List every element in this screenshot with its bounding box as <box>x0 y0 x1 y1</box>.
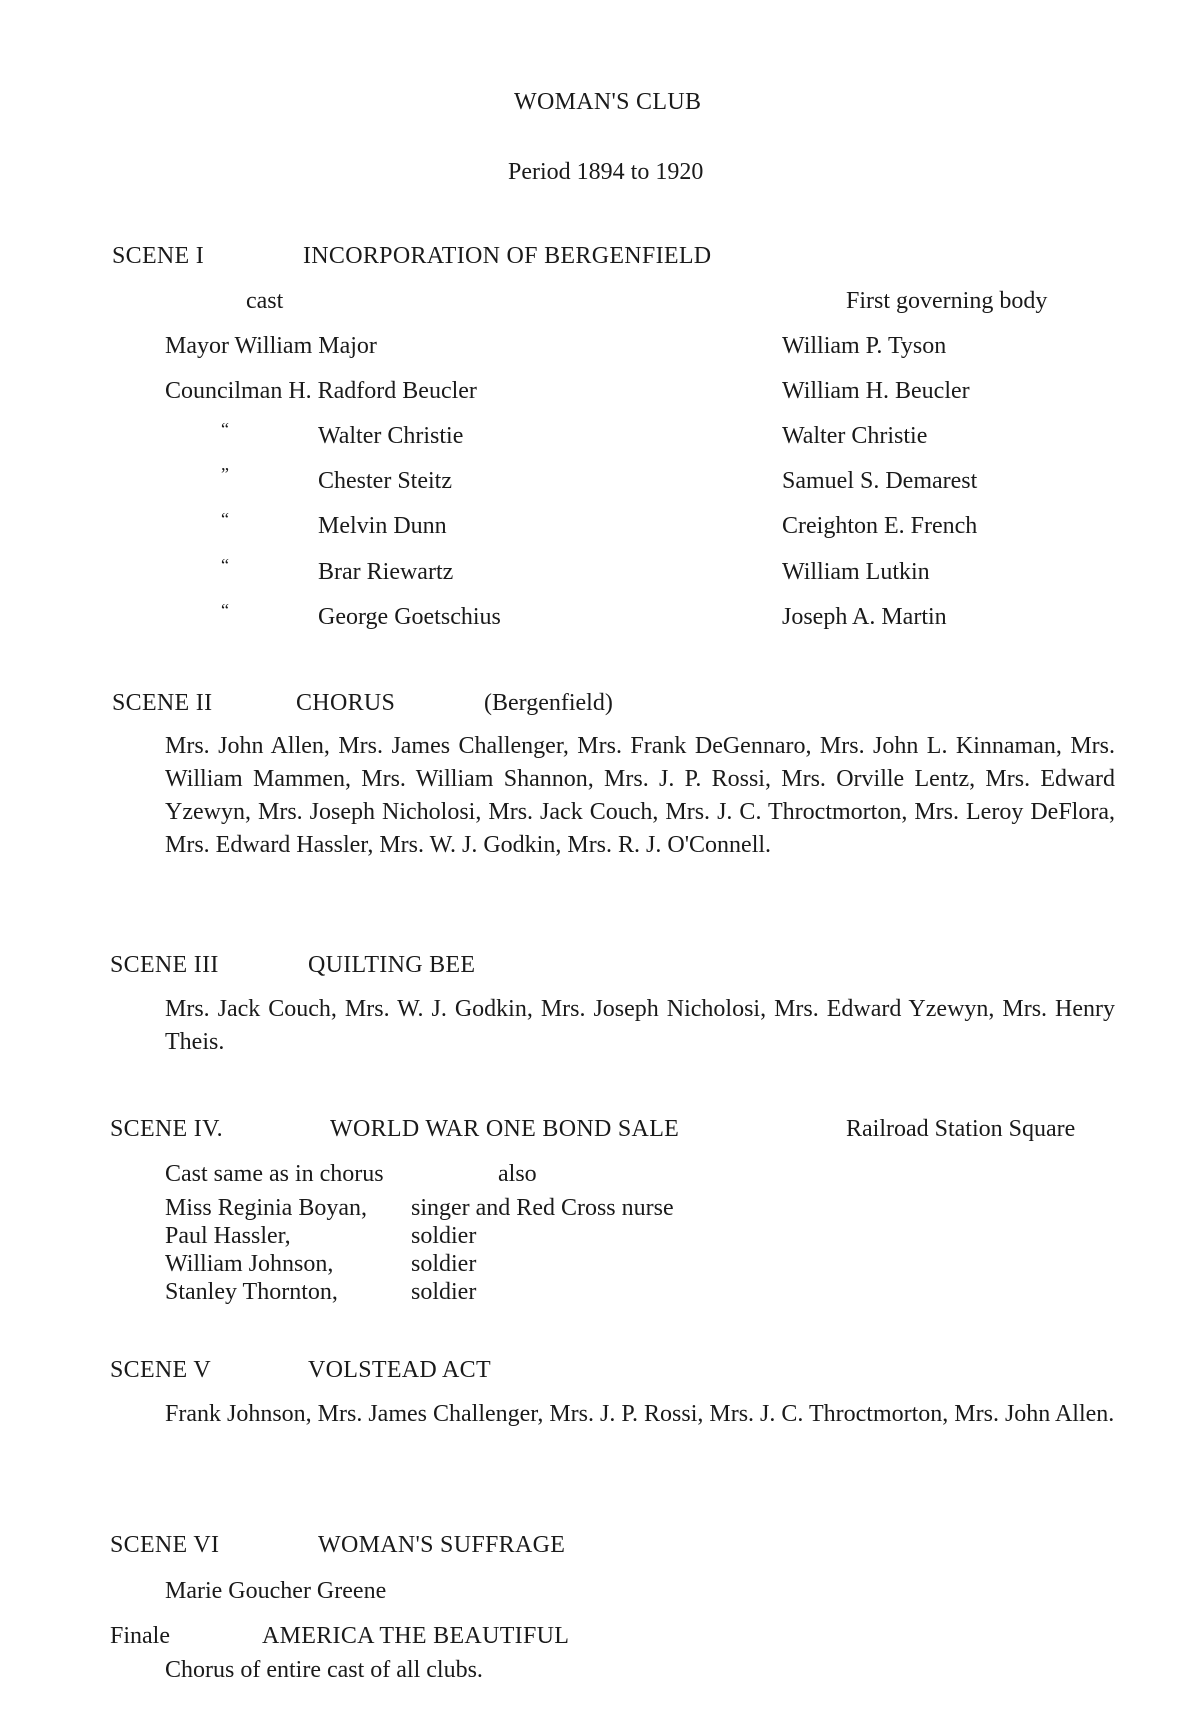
ditto-mark: “ <box>221 600 229 620</box>
cast-role: singer and Red Cross nurse <box>411 1195 674 1221</box>
cast-member: William Johnson, <box>165 1251 334 1277</box>
period-subtitle: Period 1894 to 1920 <box>508 159 704 185</box>
finale-title: AMERICA THE BEAUTIFUL <box>262 1623 570 1649</box>
cast-member: Paul Hassler, <box>165 1223 291 1249</box>
ditto-mark: “ <box>221 419 229 439</box>
cast-member: Councilman H. Radford Beucler <box>165 378 477 404</box>
scene-2-title: CHORUS <box>296 690 396 716</box>
finale-cast: Chorus of entire cast of all clubs. <box>165 1657 483 1683</box>
governing-member: William Lutkin <box>782 559 930 585</box>
governing-member: William H. Beucler <box>782 378 970 404</box>
scene-1-title: INCORPORATION OF BERGENFIELD <box>303 243 712 269</box>
cast-role: soldier <box>411 1279 477 1305</box>
scene-4-intro: Cast same as in chorus <box>165 1161 384 1187</box>
scene-4-location: Railroad Station Square <box>846 1116 1076 1142</box>
cast-role: soldier <box>411 1251 477 1277</box>
cast-member: Chester Steitz <box>318 468 452 494</box>
ditto-mark: “ <box>221 509 229 529</box>
finale-label: Finale <box>110 1623 170 1649</box>
scene-4-label: SCENE IV. <box>110 1116 223 1142</box>
governing-member: Creighton E. French <box>782 513 978 539</box>
cast-heading: cast <box>246 288 284 314</box>
scene-5-cast: Frank Johnson, Mrs. James Challenger, Mrs. J. P. Rossi, Mrs. J. C. Throctmorton, Mrs. John Allen. <box>165 1401 1115 1427</box>
cast-member: Stanley Thornton, <box>165 1279 338 1305</box>
cast-member: Miss Reginia Boyan, <box>165 1195 367 1221</box>
page-title: WOMAN'S CLUB <box>514 89 702 115</box>
scene-6-label: SCENE VI <box>110 1532 220 1558</box>
scene-6-cast: Marie Goucher Greene <box>165 1578 387 1604</box>
cast-member: Mayor William Major <box>165 333 377 359</box>
scene-3-cast: Mrs. Jack Couch, Mrs. W. J. Godkin, Mrs. Joseph Nicholosi, Mrs. Edward Yzewyn, Mrs. Henry Theis. <box>165 996 1115 1055</box>
cast-member: George Goetschius <box>318 604 501 630</box>
governing-body-heading: First governing body <box>846 288 1048 314</box>
ditto-mark: “ <box>221 555 229 575</box>
scene-2-cast: Mrs. John Allen, Mrs. James Challenger, Mrs. Frank DeGennaro, Mrs. John L. Kinnaman, Mrs. William Mammen, Mrs. William Shannon, Mrs. J. P. Rossi, Mrs. Orville Lentz, Mrs. Edward Yzewyn, Mrs. Joseph Nicholosi, Mrs. Jack Couch, Mrs. J. C. Throctmorton, Mrs. Leroy DeFlora, Mrs. Edward Hassler, Mrs. W. J. Godkin, Mrs. R. J. O'Connell. <box>165 733 1115 858</box>
governing-member: Walter Christie <box>782 423 928 449</box>
scene-4-title: WORLD WAR ONE BOND SALE <box>330 1116 680 1142</box>
scene-1-label: SCENE I <box>112 243 205 269</box>
scene-5-label: SCENE V <box>110 1357 212 1383</box>
cast-member: Walter Christie <box>318 423 464 449</box>
scene-3-title: QUILTING BEE <box>308 952 476 978</box>
scene-6-title: WOMAN'S SUFFRAGE <box>318 1532 566 1558</box>
cast-member: Melvin Dunn <box>318 513 447 539</box>
scene-4-also: also <box>498 1161 537 1187</box>
governing-member: Joseph A. Martin <box>782 604 947 630</box>
cast-member: Brar Riewartz <box>318 559 454 585</box>
scene-2-note: (Bergenfield) <box>484 690 613 716</box>
scene-5-title: VOLSTEAD ACT <box>308 1357 491 1383</box>
scene-3-label: SCENE III <box>110 952 219 978</box>
cast-role: soldier <box>411 1223 477 1249</box>
governing-member: Samuel S. Demarest <box>782 468 978 494</box>
scene-2-label: SCENE II <box>112 690 213 716</box>
governing-member: William P. Tyson <box>782 333 947 359</box>
ditto-mark: ” <box>221 464 229 484</box>
